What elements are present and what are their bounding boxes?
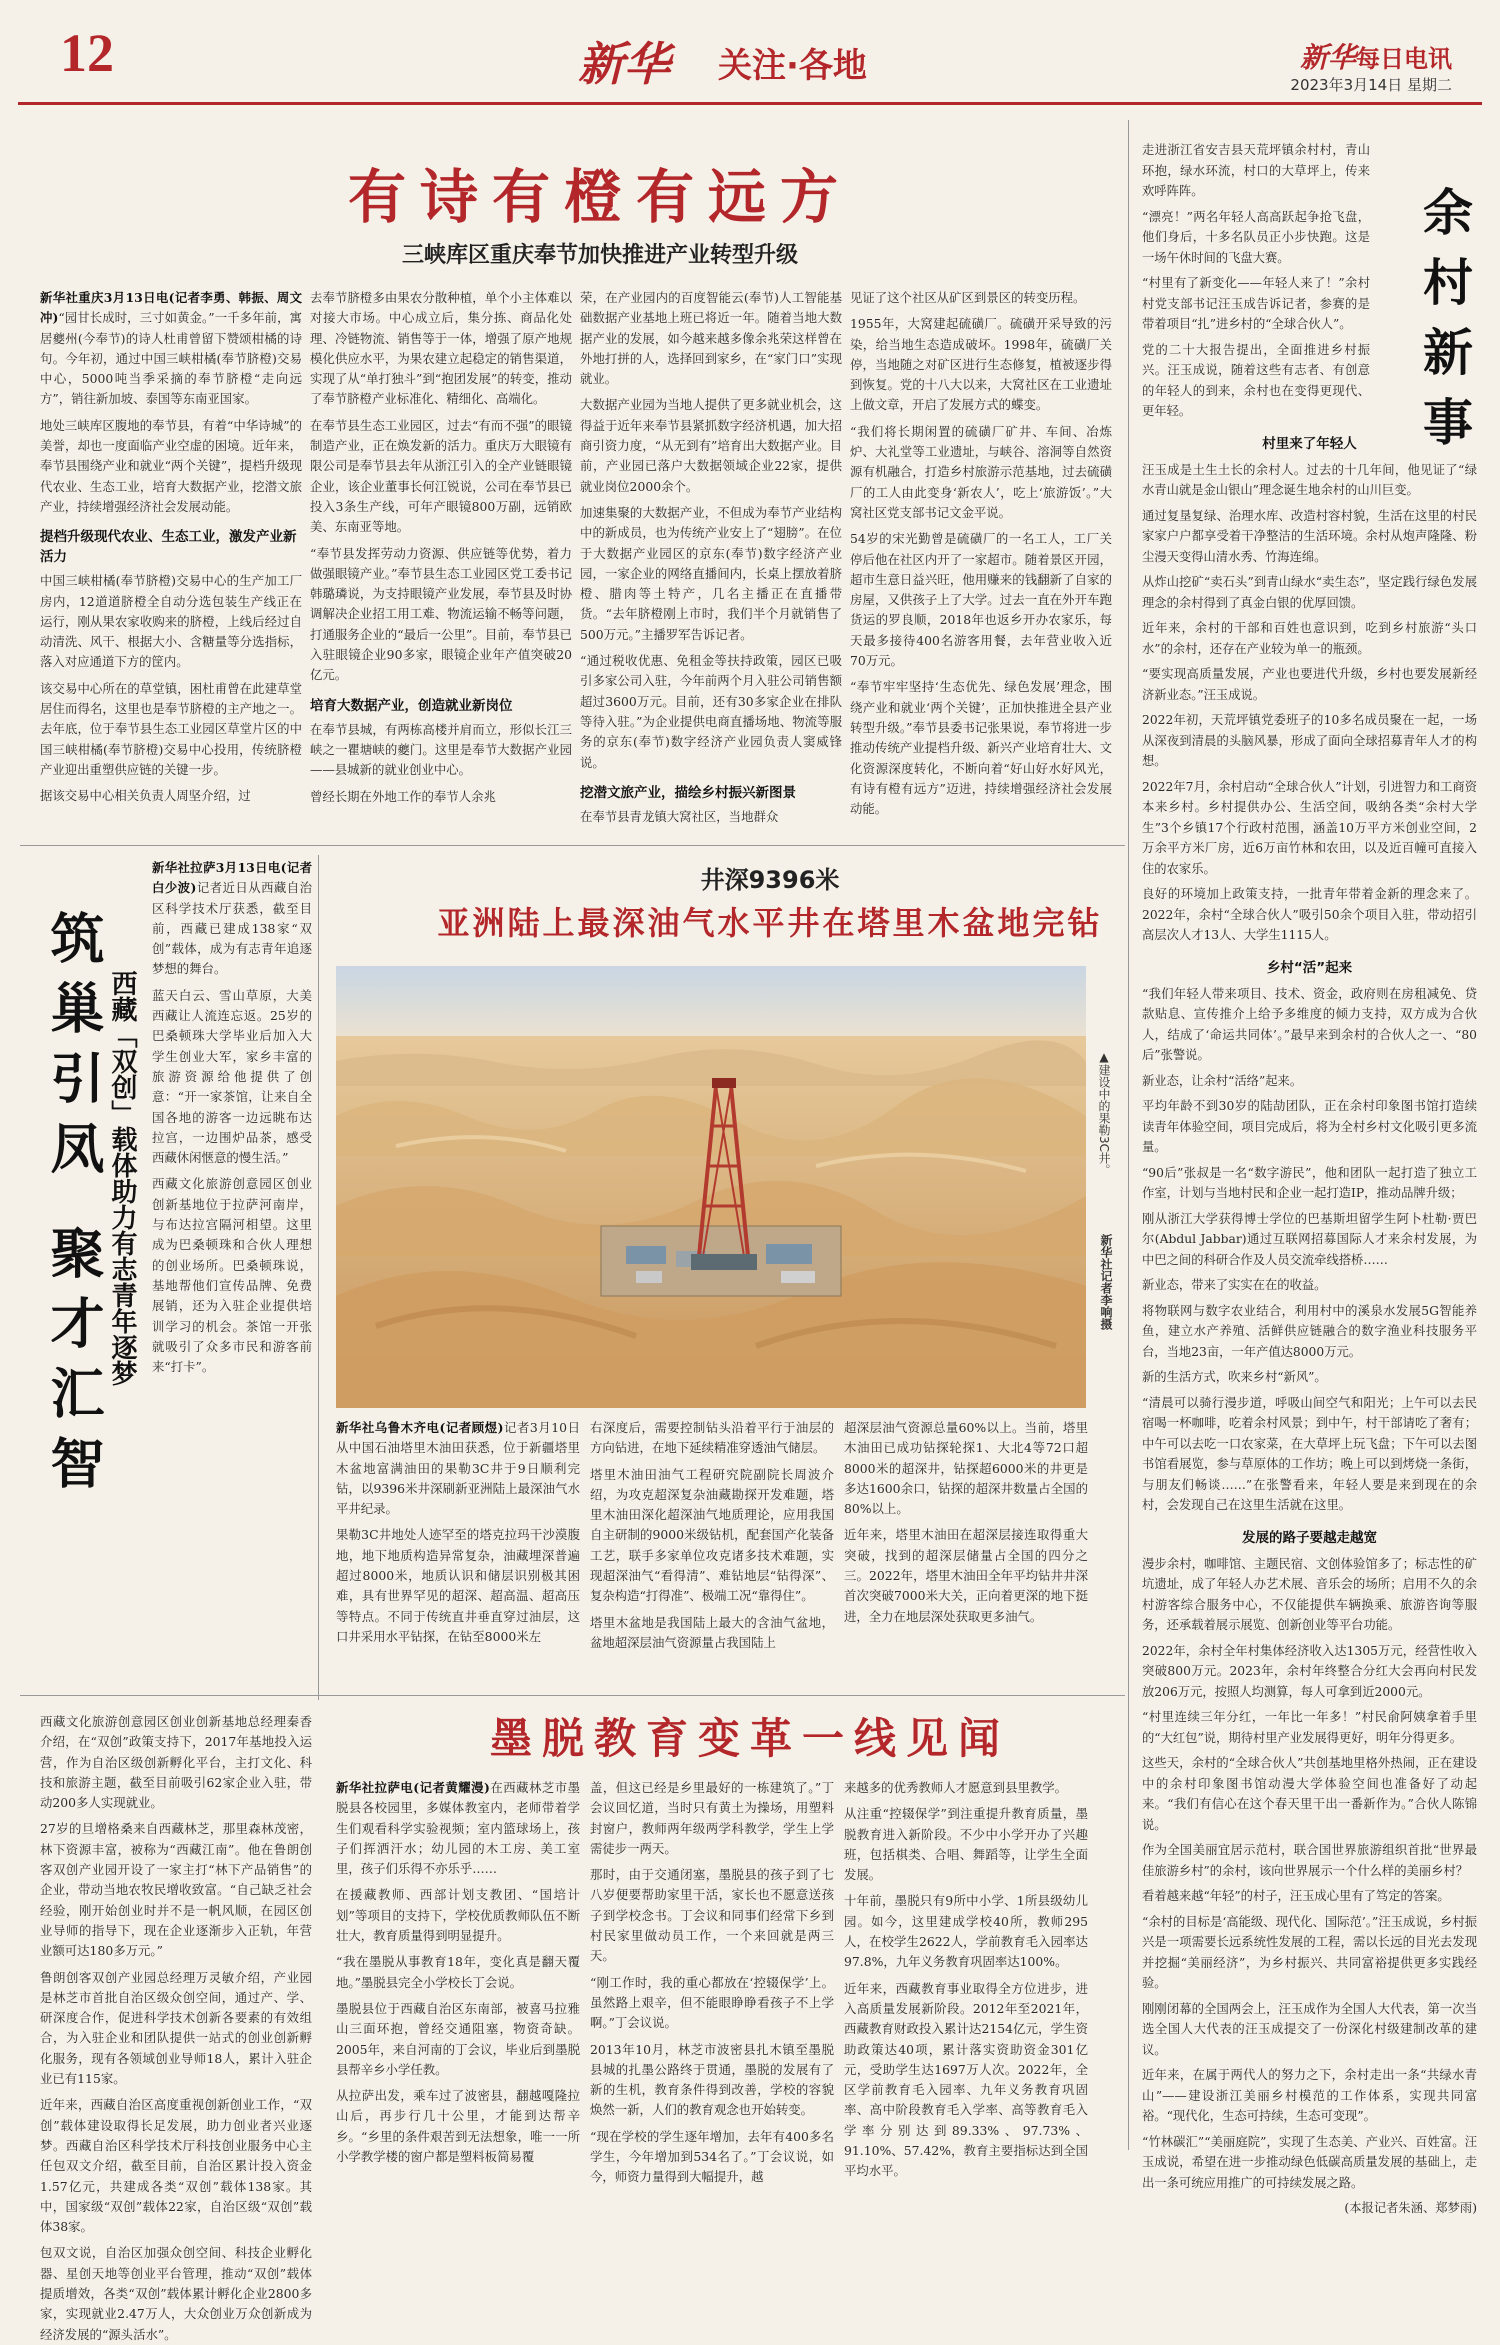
article5-para: 将物联网与数字农业结合，利用村中的溪泉水发展5G智能养鱼，建立水产养殖、活鲜供应链融合的数字渔业科技服务平台，当地23亩，一年产值达8000万元。 — [1142, 1303, 1477, 1359]
article5-para: 近年来，余村的干部和百姓也意识到，吃到乡村旅游“头口水”的余村，还存在产业较为单一的瓶颈。 — [1142, 621, 1477, 656]
divider — [318, 855, 319, 1700]
masthead-right — [1300, 36, 1452, 76]
article3-col-1 — [336, 1418, 580, 1694]
article1-para: 1955年，大窝建起硫磺厂。硫磺开采导致的污染，给当地生态造成破坏。1998年，硫磺厂关停，当地随之对矿区进行生态修复，植被逐步得到恢复。党的十八大以来，大窝社区在工业遗址上做文章，开启了发展方式的蝶变。 — [850, 316, 1112, 413]
article4-col-2 — [590, 1778, 834, 2185]
article5-subhead-1: 村里来了年轻人 — [1262, 435, 1357, 452]
article5-para: 党的二十大报告提出，全面推进乡村振兴。汪玉成说，随着这些有志者、有创意的年轻人的到来，余村也在变得更现代、更年轻。 — [1142, 342, 1370, 418]
article1-para: 在奉节县生态工业园区，过去“有而不强”的眼镜制造产业，正在焕发新的活力。重庆万大眼镜有限公司是奉节县去年从浙江引入的全产业链眼镜企业，该企业董事长何江锐说，公司在奉节县已投入3条生产线，可年产眼镜800万副，远销欧美、东南亚等地。 — [310, 417, 572, 535]
divider — [20, 845, 1125, 846]
article5-para: 近年来，在属于两代人的努力之下，余村走出一条“共绿水青山”——建设浙江美丽乡村模范的工作体系，实现共同富裕。“现代化，生态可持续，生态可变现”。 — [1142, 2068, 1477, 2123]
article1-subhead-2: 培育大数据产业，创造就业新岗位 — [310, 697, 513, 714]
article2-para: 鲁朗创客双创产业园总经理万灵敏介绍，产业园是林芝市首批自治区级众创空间，通过产、学、研深度合作，促进科学技术创新各要素的有效组合，为入驻企业和团队提供一站式的创业创新孵化服务，现有各领域创业导师18人，累计入驻企业已有115家。 — [40, 1969, 312, 2087]
article5-para: 新的生活方式，吹来乡村“新风”。 — [1142, 1370, 1327, 1384]
article5-para: “村里有了新变化——年轻人来了！”余村村党支部书记汪玉成告诉记者，参赛的是带着项目“扎”进乡村的“全球合伙人”。 — [1142, 276, 1370, 331]
article1-para: 在奉节县青龙镇大窝社区，当地群众 — [580, 808, 779, 824]
article5-para: “90后”张叔是一名“数字游民”，他和团队一起打造了独立工作室，计划与当地村民和企业一起打造IP，推动品牌升级； — [1142, 1165, 1477, 1200]
article1-col-1 — [40, 288, 302, 836]
article5-para: “漂亮！”两名年轻人高高跃起争抢飞盘，他们身后，十多名队员正小步快跑。这是一场午休时间的飞盘大赛。 — [1142, 209, 1370, 265]
brand-logo: 新华 — [578, 37, 670, 91]
masthead-right-brand: 新华 — [1299, 41, 1356, 74]
article5-subhead-3: 发展的路子要越走越宽 — [1242, 1529, 1377, 1546]
article4-para: 来越多的优秀教师人才愿意到县里教学。 — [844, 1780, 1068, 1795]
article2-para: 近年来，西藏自治区高度重视创新创业工作，“双创”载体建设取得长足发展，助力创业者兴业逐梦。西藏自治区科学技术厅科技创业服务中心主任包双文介绍，截至目前，自治区累计投入资金1.57亿元，共建成各类“双创”载体138家。其中，国家级“双创”载体22家，自治区级“双创”载体38家。 — [40, 2097, 312, 2235]
page-number: 12 — [60, 23, 114, 83]
article3-para: 右深度后，需要控制钻头沿着平行于油层的方向钻进，在地下延续精准穿透油气储层。 — [590, 1420, 834, 1456]
article1-para: 见证了这个社区从矿区到景区的转变历程。 — [850, 290, 1086, 305]
article1-lead: “园甘长成时，三寸如黄金。”一千多年前，寓居夔州(今奉节)的诗人杜甫曾留下赞颂柑橘的诗句。今年初，通过中国三峡柑橘(奉节脐橙)交易中心，5000吨当季采摘的奉节脐橙“走向远方”，销往新加坡、泰国等东南亚国家。 — [40, 310, 302, 407]
article4-para: 盖，但这已经是乡里最好的一栋建筑了。”丁会议回忆道，当时只有黄土为操场，用塑料封窗户，教师两年级两学科教学，学生上学需徒步一两天。 — [590, 1780, 834, 1856]
article2-para: 西藏文化旅游创意园区创业创新基地总经理秦香介绍，在“双创”政策支持下，2017年基地投入运营，作为自治区级创新孵化平台，主打文化、科技和旅游主题，截至目前吸引62家企业入驻，带动200多人实现就业。 — [40, 1714, 312, 1811]
article1-para: “奉节县发挥劳动力资源、供应链等优势，着力做强眼镜产业。”奉节县生态工业园区党工委书记韩璐璘说，为支持眼镜产业发展，奉节县及时协调解决企业招工用工难、物流运输不畅等问题，打通服务企业的“最后一公里”。目前，奉节县已入驻眼镜企业90多家，眼镜企业年产值突破20亿元。 — [310, 545, 572, 683]
article4-dateline: 新华社拉萨电(记者黄耀漫) — [336, 1780, 490, 1795]
article1-col-3 — [580, 288, 842, 836]
article5-credit: (本报记者朱涵、郑梦雨) — [1344, 2201, 1477, 2215]
issue-date: 2023年3月14日 星期二 — [1290, 76, 1452, 94]
article1-subhead-3: 挖潜文旅产业，描绘乡村振兴新图景 — [580, 784, 796, 801]
article3-dateline: 新华社乌鲁木齐电(记者顾煜) — [336, 1420, 504, 1435]
article5-para: 2022年初，天荒坪镇党委班子的10多名成员聚在一起，一场从深夜到清晨的头脑风暴，形成了面向全球招募青年人才的构想。 — [1142, 713, 1477, 768]
article5-para: 走进浙江省安吉县天荒坪镇余村村，青山环抱，绿水环流，村口的大草坪上，传来欢呼阵阵。 — [1142, 143, 1370, 198]
article3-para: 塔里木油田油气工程研究院副院长周波介绍，为攻克超深复杂油藏勘探开发难题，塔里木油田深化超深油气地质理论，应用我国自主研制的9000米级钻机，配套国产化装备工艺，联手多家单位攻克诸多技术难题，实现超深油气“看得清”、难钻地层“钻得深”、复杂构造“打得准”、极端工况“靠得住”。 — [590, 1466, 834, 1604]
photo-caption: ▲建设中的果勒3C井。 — [1097, 1050, 1111, 1177]
article5-para: “余村的目标是‘高能级、现代化、国际范’。”汪玉成说，乡村振兴是一项需要长远系统性发展的工程，需以长远的目光去发现并挖掘“美丽经济”，为乡村振兴、共同富裕提供更多实践经验。 — [1142, 1914, 1477, 1990]
article1-title: 有诗有橙有远方 — [347, 163, 852, 231]
article3-kicker: 井深9396米 — [700, 866, 840, 894]
article2-para: 西藏文化旅游创意园区创业创新基地位于拉萨河南岸，与布达拉宫隔河相望。这里成为巴桑顿珠和合伙人理想的创业场所。巴桑顿珠说，基地帮他们宣传品牌、免费展销，还为入驻企业提供培训学习的机会。茶馆一开张就吸引了众多市民和游客前来“打卡”。 — [152, 1176, 312, 1375]
article5-para: “竹林碳汇”“美丽庭院”，实现了生态美、产业兴、百姓富。汪玉成说，希望在进一步推动绿色低碳高质量发展的基础上，走出一条可统应用推广的可持续发展之路。 — [1142, 2134, 1477, 2190]
article4-title: 墨脱教育变革一线见闻 — [489, 1714, 1010, 1763]
article3-para: 果勒3C井地处人迹罕至的塔克拉玛干沙漠腹地，地下地质构造异常复杂，油藏埋深普遍超过8000米，地质认识和储层识别极其困难，具有世界罕见的超深、超高温、超高压等特点。不同于传统直井垂直穿过油层，这口井采用水平钻探，在钻至8000米左 — [336, 1527, 580, 1644]
article5-column — [1142, 140, 1477, 2215]
article1-para: 中国三峡柑橘(奉节脐橙)交易中心的生产加工厂房内，12道道脐橙全自动分选包装生产线正在运行，刚从果农家收购来的脐橙，上线后经过自动清洗、风干、根据大小、含糖量等分选指标，落入对应通道下方的筐内。 — [40, 573, 302, 670]
article1-col-4 — [850, 288, 1112, 836]
article5-para: 良好的环境加上政策支持，一批青年带着金新的理念来了。2022年，余村“全球合伙人”吸引50余个项目入驻，带动招引高层次人才13人、大学生1115人。 — [1142, 887, 1477, 942]
article4-para: “刚工作时，我的重心都放在‘控辍保学’上。虽然路上艰辛，但不能眼睁睁看孩子不上学啊。”丁会议说。 — [590, 1974, 834, 2031]
article1-para: 加速集聚的大数据产业，不但成为奉节产业结构中的新成员，也为传统产业安上了“翅膀”。在位于大数据产业园区的京东(奉节)数字经济产业园，一家企业的网络直播间内，长桌上摆放着脐橙、腊肉等土特产，几名主播正在直播带货。“去年脐橙刚上市时，我们半个月就销售了500万元。”主播罗军告诉记者。 — [580, 504, 842, 642]
article5-para: 新业态，带来了实实在在的收益。 — [1142, 1278, 1327, 1292]
article4-para: “现在学校的学生逐年增加，去年有400多名学生，今年增加到534名了。”丁会议说，如今，师资力量得到大幅提升，越 — [590, 2128, 834, 2185]
article5-para: “村里连续三年分红，一年比一年多！”村民俞阿姨拿着手里的“大红包”说，期待村里产业发展得更好，明年分得更多。 — [1142, 1710, 1477, 1745]
article5-para: 作为全国美丽宜居示范村，联合国世界旅游组织首批“世界最佳旅游乡村”的余村，该向世界展示一个什么样的美丽乡村？ — [1142, 1843, 1477, 1878]
article1-para: 在奉节县城，有两栋高楼并肩而立，形似长江三峡之一瞿塘峡的夔门。这里是奉节大数据产业园——县城新的就业创业中心。 — [310, 721, 572, 778]
article5-para: 漫步余村，咖啡馆、主题民宿、文创体验馆多了；标志性的矿坑遗址，成了年轻人办艺术展、音乐会的场所；启用不久的余村游客综合服务中心，不仅能提供车辆换乘、旅游咨询等服务，还承载着展示展览、创新创业等平台功能。 — [1142, 1556, 1477, 1632]
article4-para: “我在墨脱从事教育18年，变化真是翻天覆地。”墨脱县完全小学校长丁会说。 — [336, 1954, 580, 1990]
article5-para: 2022年，余村全年村集体经济收入达1305万元，经营性收入突破800万元。2023年，余村年终整合分红大会再向村民发放206万元，按照人均测算，每人可拿到近2000元。 — [1142, 1643, 1477, 1699]
page-header — [18, 0, 1482, 100]
article5-para: “清晨可以骑行漫步道，呼吸山间空气和阳光；上午可以去民宿喝一杯咖啡，吃着余村风景；到中午，村干部请吃了奢有；中午可以去吃一口农家菜，在大草坪上玩飞盘；下午可以去图书馆看展览，参与草原体的工作坊；晚上可以到烤烧一条街，与朋友们畅谈……”在张警看来，年轻人要是来到现在的余村，会发现自己在这里生活就在这里。 — [1142, 1395, 1477, 1512]
article4-para: 墨脱县位于西藏自治区东南部，被喜马拉雅山三面环抱，曾经交通阻塞，物资奇缺。2005年，来自河南的丁会议，毕业后到墨脱县帮辛乡小学任教。 — [336, 2000, 580, 2077]
divider — [1128, 120, 1129, 2150]
header-rule — [18, 102, 1482, 105]
article1-para: 据该交易中心相关负责人周坚介绍，过 — [40, 788, 251, 804]
article4-col-1 — [336, 1778, 580, 2165]
section-title: 关注·各地 — [718, 46, 867, 86]
article4-para: 十年前，墨脱只有9所中小学、1所县级幼儿园。如今，这里建成学校40所，教师295人，在校学生2622人，学前教育毛入园率达97.8%，九年义务教育巩固率达100%。 — [844, 1893, 1088, 1970]
photo-credit: 新华社记者李响摄 — [1099, 1234, 1113, 1330]
article1-para: “奉节牢牢坚持‘生态优先、绿色发展’理念，围绕产业和就业‘两个关键’，正加快推进全县产业转型升级。”奉节县委书记张果说，奉节将进一步推动传统产业提档升级、新兴产业培育壮大、文化资源深度转化，不断向着“好山好水好风光，有诗有橙有远方”迈进，持续增强经济社会发展动能。 — [850, 679, 1112, 817]
article2-para: 包双文说，自治区加强众创空间、科技企业孵化器、星创天地等创业平台管理，推动“双创”载体提质增效，各类“双创”载体累计孵化企业2800多家，实现就业2.47万人，大众创业万众创新成为经济发展的“源头活水”。 — [40, 2245, 312, 2342]
article1-para: 该交易中心所在的草堂镇，困杜甫曾在此建草堂居住而得名，这里也是奉节脐橙的主产地之一。去年底，位于奉节县生态工业园区草堂片区的中国三峡柑橘(奉节脐橙)交易中心投用，传统脐橙产业迎出重塑供应链的关键一步。 — [40, 680, 302, 777]
article5-para: 看着越来越“年轻”的村子，汪玉成心里有了笃定的答案。 — [1142, 1889, 1450, 1903]
article5-para: 平均年龄不到30岁的陆劼团队，正在余村印象图书馆打造续读青年体验空间，项目完成后，将为全村乡村文化吸引更多流量。 — [1142, 1099, 1477, 1154]
article4-para: 那时，由于交通闭塞，墨脱县的孩子到了七八岁便要帮助家里干活，家长也不愿意送孩子到学校念书。丁会议和同事们经常下乡到村民家里做动员工作，一个来回就是两三天。 — [590, 1867, 834, 1964]
article1-dateline: 新华社重庆3月13日电(记者李勇、韩振、周文冲) — [40, 290, 302, 326]
article3-col-2 — [590, 1418, 834, 1694]
article1-para: 54岁的宋光勤曾是硫磺厂的一名工人，工厂关停后他在社区内开了一家超市。随着景区开园，超市生意日益兴旺，他用赚来的钱翻新了自家的房屋，又供孩子上了大学。过去一直在外开车跑货运的罗良顺，2018年也返乡开办农家乐，每天最多接待400名游客用餐，去年营业收入近70万元。 — [850, 531, 1112, 669]
article2-col-bottom — [40, 1712, 312, 2342]
article2-dateline: 新华社拉萨3月13日电(记者白少波) — [152, 860, 312, 896]
article4-para: 从注重“控辍保学”到注重提升教育质量，墨脱教育进入新阶段。不少中小学开办了兴趣班，包括棋类、合唱、舞蹈等，让学生全面发展。 — [844, 1806, 1088, 1883]
oil-rig-desert-photo-art — [336, 966, 1086, 1408]
article4-para: 在西藏林芝市墨脱县各校园里，多媒体教室内，老师带着学生们观看科学实验视频；室内篮球场上，孩子们挥洒汗水；幼儿园的木工房、美工室里，孩子们乐得不亦乐乎…… — [336, 1780, 580, 1877]
article5-para: 通过复垦复绿、治理水库、改造村容村貌，生活在这里的村民家家户户都享受着干净整洁的生活环境。余村从炮声隆隆、粉尘漫天变得山清水秀、竹海连绵。 — [1142, 508, 1477, 564]
article2-col-narrow — [152, 858, 312, 1708]
article5-para: “我们年轻人带来项目、技术、资金，政府则在房租减免、贷款贴息、宣传推介上给予多维度的倾力支持，双方成为合伙人，结成了‘命运共同体’。”最早来到余村的合伙人之一、“80后”张警说。 — [1142, 986, 1477, 1062]
article3-col-3 — [844, 1418, 1088, 1694]
article5-para: 2022年7月，余村启动“全球合伙人”计划，引进智力和工商资本来乡村。乡村提供办公、生活空间，吸纳各类“余村大学生”3个乡镇17个行政村范围，涵盖10万平方米创业空间，2万余平方米厂房，近6万亩竹林和农田，以及近百幢可直接入住的农家乐。 — [1142, 779, 1477, 876]
article1-subhead-1: 提档升级现代农业、生态工业，激发产业新活力 — [40, 529, 297, 566]
article3-para: 近年来，塔里木油田在超深层接连取得重大突破，找到的超深层储量占全国的四分之三。2022年，塔里木油田全年平均钻井井深首次突破7000米大关，正向着更深的地下挺进，全力在地层深处获取更多油气。 — [844, 1527, 1088, 1624]
article3-para: 记者3月10日从中国石油塔里木油田获悉，位于新疆塔里木盆地富满油田的果勒3C井于9日顺利完钻，以9396米井深刷新亚洲陆上最深油气水平井纪录。 — [336, 1420, 580, 1517]
article4-para: 2013年10月，林芝市波密县扎木镇至墨脱县城的扎墨公路终于贯通，墨脱的发展有了新的生机，教育条件得到改善，学校的容貌焕然一新，人们的教育观念也开始转变。 — [590, 2041, 834, 2118]
article3-para: 超深层油气资源总量60%以上。当前，塔里木油田已成功钻探轮探1、大北4等72口超8000米的超深井，钻探超6000米的井更是多达1600余口，钻探的超深井数量占全国的80%以上。 — [844, 1420, 1088, 1517]
article3-title: 亚洲陆上最深油气水平井在塔里木盆地完钻 — [437, 904, 1103, 942]
article2-title: 筑巢引凤 聚才汇智 — [42, 910, 106, 1505]
article4-para: 从拉萨出发，乘车过了波密县，翻越嘎隆拉山后，再步行几十公里，才能到达帮辛乡。“乡里的条件艰苦到无法想象，唯一一所小学教学楼的窗户都是塑料板简易覆 — [336, 2088, 580, 2165]
article5-intro — [1142, 140, 1370, 422]
article1-para: “通过税收优惠、免租金等扶持政策，园区已吸引多家公司入驻，今年前两个月入驻公司销售额超过3600万元。目前，还有30多家企业在排队等待入驻。”为企业提供电商直播场地、物流等服务的京东(奉节)数字经济产业园负责人窦威锋说。 — [580, 653, 842, 770]
article1-col-2 — [310, 288, 572, 836]
article2-para: 蓝天白云、雪山草原，大美西藏让人流连忘返。25岁的巴桑顿珠大学毕业后加入大学生创业大军，家乡丰富的旅游资源给他提供了创意：“开一家茶馆，让来自全国各地的游客一边远眺布达拉宫，一边围炉品茶，感受西藏休闲惬意的慢生活。” — [152, 987, 312, 1166]
article1-para: 大数据产业园为当地人提供了更多就业机会，这得益于近年来奉节县紧抓数字经济机遇，加大招商引资力度，“从无到有”培育出大数据产业。目前，产业园已落户大数据领域企业22家，提供就业岗位2000余个。 — [580, 397, 842, 494]
masthead-right-suffix: 每日电讯 — [1356, 45, 1452, 73]
article5-title: 余村新事 — [1415, 186, 1474, 466]
article2-lead: 记者近日从西藏自治区科学技术厅获悉，截至目前，西藏已建成138家“双创”载体，成为有志青年追逐梦想的舞台。 — [152, 880, 312, 977]
article1-para: 地处三峡库区腹地的奉节县，有着“中华诗城”的美誉，却也一度面临产业空虚的困境。近年来，奉节县围绕产业和就业“两个关键”，提档升级现代农业、生态工业，培育大数据产业，挖潜文旅产业，持续增强经济社会发展动能。 — [40, 417, 302, 514]
article2-subtitle: 西藏「双创」载体助力有志青年逐梦 — [107, 970, 137, 1386]
article3-para: 塔里木盆地是我国陆上最大的含油气盆地，盆地超深层油气资源量占我国陆上 — [590, 1614, 834, 1650]
article5-para: 从炸山挖矿“卖石头”到青山绿水“卖生态”，坚定践行绿色发展理念的余村得到了真金白银的优厚回馈。 — [1142, 575, 1477, 610]
article1-para: 去奉节脐橙多由果农分散种植，单个小主体难以对接大市场。中心成立后，集分拣、商品化处理、冷链物流、销售等于一体，增强了原产地规模化供应水平，为果农建立起稳定的销售渠道，实现了从“单打独斗”到“抱团发展”的转变，推动了奉节脐橙产业标准化、精细化、高端化。 — [310, 290, 572, 407]
article5-subhead-2: 乡村“活”起来 — [1266, 959, 1353, 976]
oil-rig-desert-photo — [336, 966, 1086, 1408]
article4-para: 近年来，西藏教育事业取得全方位进步，进入高质量发展新阶段。2012年至2021年，西藏教育财政投入累计达2154亿元，学生资助政策达40项，累计落实资助资金301亿元，受助学生达1697万人次。2022年，全区学前教育毛入园率、九年义务教育巩固率、高中阶段教育毛入学率、高等教育毛入学率分别达到89.33%、97.73%、91.10%、57.42%，教育主要指标达到全国平均水平。 — [844, 1980, 1088, 2179]
article5-para: 这些天，余村的“全球合伙人”共创基地里格外热闹，正在建设中的余村印象图书馆动漫大学体验空间也准备好了动起来。“我们有信心在这个春天里干出一番新作为。”合伙人陈锦说。 — [1142, 1756, 1477, 1832]
article5-para: “要实现高质量发展，产业也要进代升级，乡村也要发展新经济新业态。”汪玉成说。 — [1142, 667, 1477, 702]
article1-para: 曾经长期在外地工作的奉节人余兆 — [310, 788, 496, 804]
article2-para: 27岁的旦增格桑来自西藏林芝，那里森林茂密，林下资源丰富，被称为“西藏江南”。他在鲁朗创客双创产业园开设了一家主打“林下产品销售”的企业，带动当地农牧民增收致富。“自己缺乏社会经验，刚开始创业时并不是一帆风顺，在园区创业导师的指导下，现在企业逐渐步入正轨，年营业额可达180多万元。” — [40, 1821, 312, 1959]
article5-para: 刚刚闭幕的全国两会上，汪玉成作为全国人大代表，第一次当选全国人大代表的汪玉成提交了一份深化村级建制改革的建议。 — [1142, 2001, 1477, 2057]
article5-para: 新业态，让余村“活络”起来。 — [1142, 1073, 1303, 1088]
article4-para: 在援藏教师、西部计划支教团、“国培计划”等项目的支持下，学校优质教师队伍不断壮大，教育质量得到明显提升。 — [336, 1887, 580, 1944]
article5-para: 刚从浙江大学获得博士学位的巴基斯坦留学生阿卜杜勒·贾巴尔(Abdul Jabbar)通过互联网招募国际人才来余村发展，为中巴之间的科研合作及人员交流牵线搭桥…… — [1142, 1211, 1477, 1267]
article1-para: 荣，在产业园内的百度智能云(奉节)人工智能基础数据产业基地上班已将近一年。随着当地大数据产业的发展，如今越来越多像余兆荣这样曾在外地打拼的人，选择回到家乡，在“家门口”实现就业。 — [580, 290, 842, 387]
article5-para: 汪玉成是土生土长的余村人。过去的十几年间，他见证了“绿水青山就是金山银山”理念诞生地余村的山川巨变。 — [1142, 462, 1477, 497]
article4-col-3 — [844, 1778, 1088, 2179]
article1-para: “我们将长期闲置的硫磺厂矿井、车间、冶炼炉、大礼堂等工业遗址，与峡谷、溶洞等自然资源有机融合，打造乡村旅游示范基地，过去硫磺厂的工人由此变身‘新农人’，吃上‘旅游饭’。”大窝社区党支部书记文金平说。 — [850, 423, 1112, 520]
article1-subtitle: 三峡库区重庆奉节加快推进产业转型升级 — [401, 243, 798, 268]
